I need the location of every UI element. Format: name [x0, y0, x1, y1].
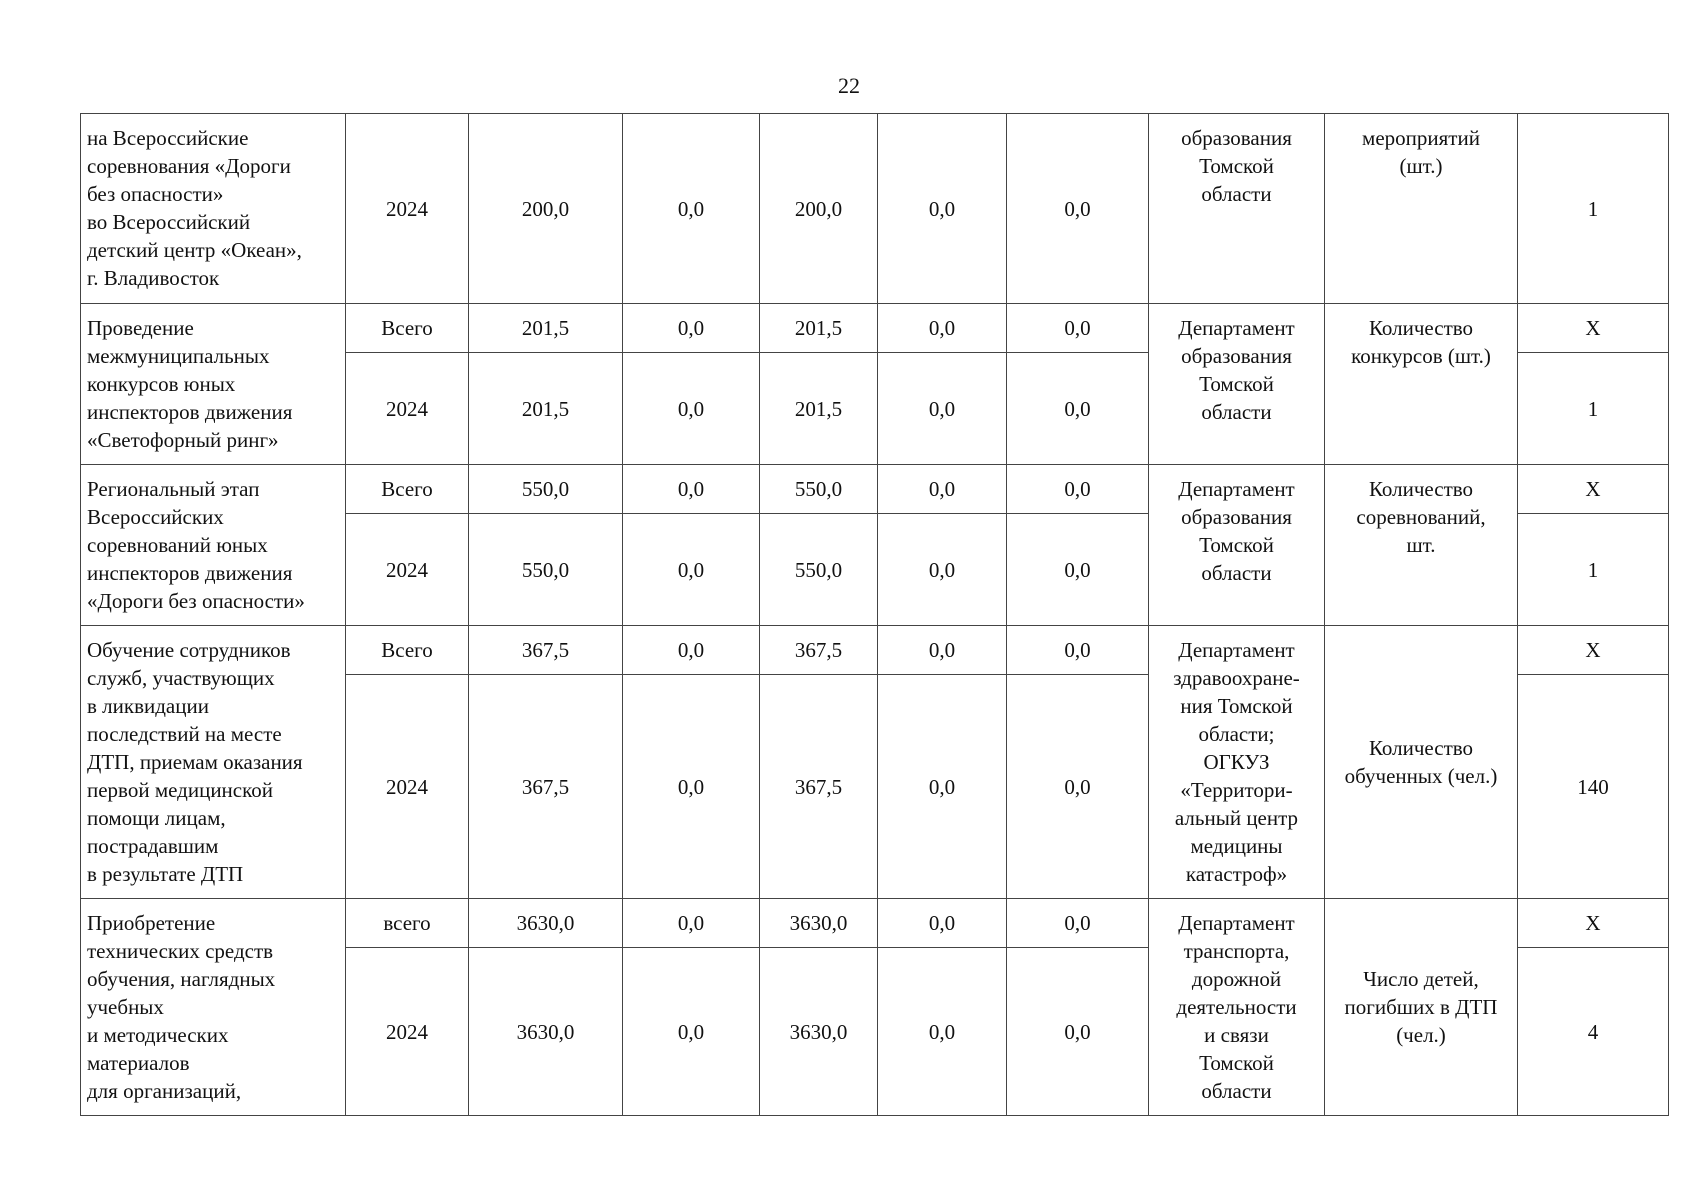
regional-cell: 201,5 — [760, 304, 878, 353]
local-cell: 0,0 — [878, 514, 1007, 626]
period-cell: 2024 — [346, 114, 469, 304]
indicator-cell: Число детей, погибших в ДТП (чел.) — [1325, 899, 1518, 1116]
regional-cell: 3630,0 — [760, 948, 878, 1116]
period-cell: 2024 — [346, 514, 469, 626]
total-cell: 201,5 — [469, 353, 623, 465]
regional-cell: 3630,0 — [760, 899, 878, 948]
activity-name: Обучение сотрудников служб, участвующих в ликвидации последствий на месте ДТП, приемам оказания первой медицинской помощи лицам, пострадавшим в результате ДТП — [81, 626, 346, 899]
indicator-cell: Количество конкурсов (шт.) — [1325, 304, 1518, 465]
local-cell: 0,0 — [878, 675, 1007, 899]
other-cell: 0,0 — [1007, 304, 1149, 353]
executor-cell: Департамент транспорта, дорожной деятельности и связи Томской области — [1149, 899, 1325, 1116]
regional-cell: 367,5 — [760, 626, 878, 675]
total-cell: 201,5 — [469, 304, 623, 353]
regional-cell: 550,0 — [760, 514, 878, 626]
regional-cell: 201,5 — [760, 353, 878, 465]
target-value-cell: 1 — [1518, 514, 1669, 626]
target-value-cell: 140 — [1518, 675, 1669, 899]
other-cell: 0,0 — [1007, 353, 1149, 465]
local-cell: 0,0 — [878, 948, 1007, 1116]
period-cell: 2024 — [346, 675, 469, 899]
target-value-cell: 1 — [1518, 353, 1669, 465]
table-row — [81, 304, 1669, 353]
other-cell: 0,0 — [1007, 114, 1149, 304]
other-cell: 0,0 — [1007, 465, 1149, 514]
period-cell: 2024 — [346, 353, 469, 465]
activity-name: Региональный этап Всероссийских соревнований юных инспекторов движения «Дороги без опасности» — [81, 465, 346, 626]
page-number: 22 — [838, 73, 860, 98]
local-cell: 0,0 — [878, 114, 1007, 304]
federal-cell: 0,0 — [623, 675, 760, 899]
activity-name: Проведение межмуниципальных конкурсов юных инспекторов движения «Светофорный ринг» — [81, 304, 346, 465]
other-cell: 0,0 — [1007, 948, 1149, 1116]
period-cell: 2024 — [346, 948, 469, 1116]
indicator-cell: Количество обученных (чел.) — [1325, 626, 1518, 899]
target-value-cell: Х — [1518, 465, 1669, 514]
total-cell: 550,0 — [469, 465, 623, 514]
total-cell: 367,5 — [469, 626, 623, 675]
executor-cell: Департамент здравоохране- ния Томской области; ОГКУЗ «Территори- альный центр медицины катастроф» — [1149, 626, 1325, 899]
target-value-cell: Х — [1518, 899, 1669, 948]
target-value-cell: Х — [1518, 626, 1669, 675]
other-cell: 0,0 — [1007, 675, 1149, 899]
regional-cell: 200,0 — [760, 114, 878, 304]
regional-cell: 367,5 — [760, 675, 878, 899]
table-row — [81, 114, 1669, 304]
federal-cell: 0,0 — [623, 899, 760, 948]
federal-cell: 0,0 — [623, 114, 760, 304]
period-cell: всего — [346, 899, 469, 948]
target-value-cell: 4 — [1518, 948, 1669, 1116]
other-cell: 0,0 — [1007, 899, 1149, 948]
total-cell: 3630,0 — [469, 948, 623, 1116]
period-cell: Всего — [346, 304, 469, 353]
federal-cell: 0,0 — [623, 304, 760, 353]
period-cell: Всего — [346, 465, 469, 514]
other-cell: 0,0 — [1007, 514, 1149, 626]
executor-cell: Департамент образования Томской области — [1149, 304, 1325, 465]
local-cell: 0,0 — [878, 353, 1007, 465]
table-row — [81, 899, 1669, 948]
local-cell: 0,0 — [878, 899, 1007, 948]
executor-cell: образования Томской области — [1149, 114, 1325, 304]
activity-name: Приобретение технических средств обучения, наглядных учебных и методических материалов для организаций, — [81, 899, 346, 1116]
local-cell: 0,0 — [878, 304, 1007, 353]
indicator-cell: Количество соревнований, шт. — [1325, 465, 1518, 626]
federal-cell: 0,0 — [623, 948, 760, 1116]
program-activities-table — [80, 113, 1669, 1116]
target-value-cell: 1 — [1518, 114, 1669, 304]
executor-cell: Департамент образования Томской области — [1149, 465, 1325, 626]
table-row — [81, 465, 1669, 514]
local-cell: 0,0 — [878, 465, 1007, 514]
regional-cell: 550,0 — [760, 465, 878, 514]
total-cell: 200,0 — [469, 114, 623, 304]
federal-cell: 0,0 — [623, 353, 760, 465]
period-cell: Всего — [346, 626, 469, 675]
federal-cell: 0,0 — [623, 514, 760, 626]
indicator-cell: мероприятий (шт.) — [1325, 114, 1518, 304]
other-cell: 0,0 — [1007, 626, 1149, 675]
table-row — [81, 626, 1669, 675]
target-value-cell: Х — [1518, 304, 1669, 353]
activity-name: на Всероссийские соревнования «Дороги без опасности» во Всероссийский детский центр «Океан», г. Владивосток — [81, 114, 346, 304]
local-cell: 0,0 — [878, 626, 1007, 675]
total-cell: 550,0 — [469, 514, 623, 626]
federal-cell: 0,0 — [623, 626, 760, 675]
total-cell: 367,5 — [469, 675, 623, 899]
federal-cell: 0,0 — [623, 465, 760, 514]
total-cell: 3630,0 — [469, 899, 623, 948]
